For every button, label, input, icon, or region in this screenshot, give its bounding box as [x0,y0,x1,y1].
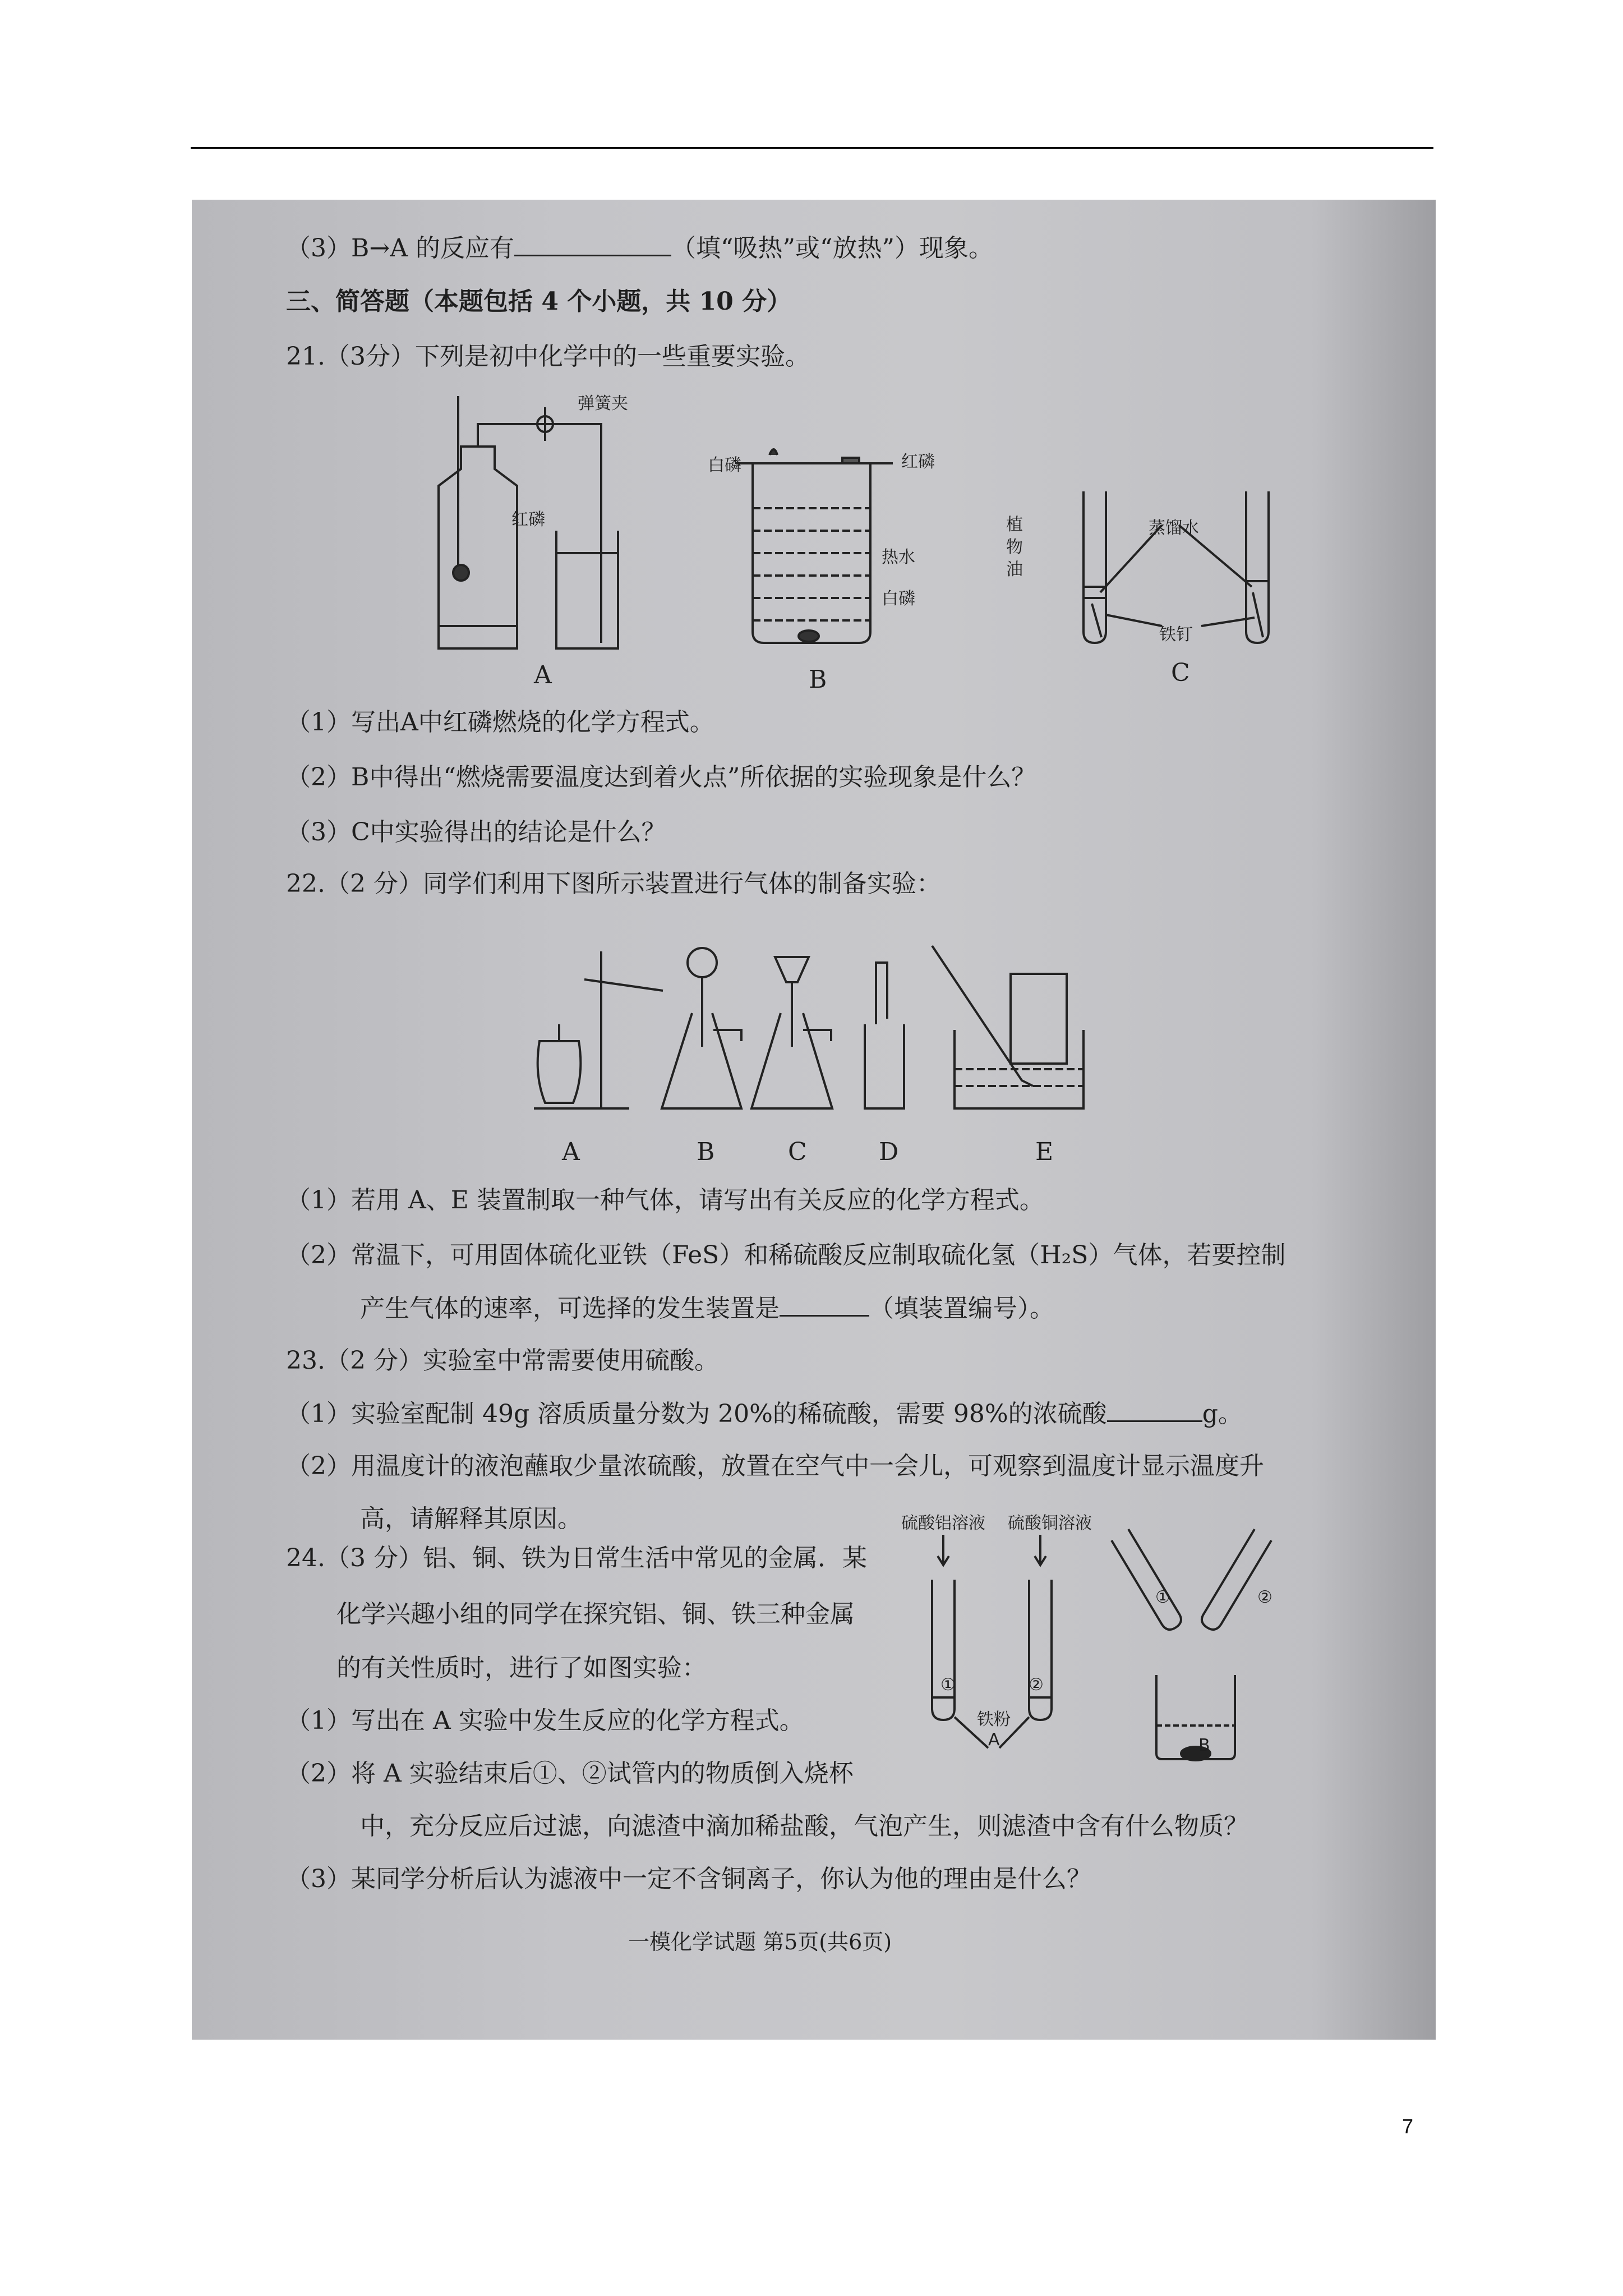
q22-label-c: C [788,1138,807,1166]
header-rule [191,147,1433,149]
label-red-phosphorus-a: 红磷 [511,510,545,530]
section-heading: 三、简答题（本题包括 4 个小题，共 10 分） [286,287,792,316]
q21-stem: 21.（3分）下列是初中化学中的一些重要实验。 [286,342,810,371]
q20-part3-suffix: （填“吸热”或“放热”）现象。 [671,234,993,263]
label-hot-water: 热水 [882,547,915,567]
q22-label-e: E [1035,1138,1054,1166]
q21-apparatus-a [416,385,708,677]
q21-label-b: B [809,665,827,694]
q24-line3: 的有关性质时，进行了如图实验： [336,1654,707,1682]
q24-part3: （3）某同学分析后认为滤液中一定不含铜离子，你认为他的理由是什么？ [286,1865,1091,1893]
answer-blank [514,232,671,256]
q23-part1 [286,1398,1243,1430]
label-white-phosphorus-bottom: 白磷 [882,589,915,609]
q24-line2: 化学兴趣小组的同学在探究铝、铜、铁三种金属 [336,1600,855,1628]
q22-part2-suffix: （填装置编号）。 [869,1294,1054,1323]
scanned-exam-page [192,200,1436,2040]
label-tube-2: ② [1029,1675,1044,1695]
label-red-phosphorus-b: 红磷 [901,452,935,472]
label-tube-1b: ① [1155,1588,1170,1607]
q21-part1: （1）写出A中红磷燃烧的化学方程式。 [286,708,714,737]
q22-label-b: B [697,1138,715,1166]
q22-part1: （1）若用 A、E 装置制取一种气体，请写出有关反应的化学方程式。 [286,1186,1044,1214]
q23-part2-line2: 高，请解释其原因。 [360,1504,582,1533]
page-footer: 一模化学试题 第5页(共6页) [628,1930,892,1954]
label-distilled-water: 蒸馏水 [1149,518,1199,538]
label-iron-powder: 铁粉 [977,1710,1011,1729]
q24-label-a: A [988,1730,1000,1750]
q22-stem: 22.（2 分）同学们利用下图所示装置进行气体的制备实验： [286,869,941,898]
q24-apparatus [898,1529,1280,1810]
q22-label-a: A [562,1138,580,1166]
q21-label-c: C [1171,659,1190,687]
label-tube-2b: ② [1257,1588,1272,1607]
q23-part2-line1: （2）用温度计的液泡蘸取少量浓硫酸，放置在空气中一会儿，可观察到温度计显示温度升 [286,1452,1264,1480]
label-copper-sulfate: 硫酸铜溶液 [1008,1513,1092,1533]
answer-blank [1107,1398,1202,1422]
q22-part2-line2 [360,1292,1054,1324]
q23-stem: 23.（2 分）实验室中常需要使用硫酸。 [286,1346,719,1375]
q21-part3: （3）C中实验得出的结论是什么？ [286,818,666,846]
q24-part1: （1）写出在 A 实验中发生反应的化学方程式。 [286,1706,804,1735]
q21-label-a: A [534,661,552,689]
q20-part3 [286,232,993,264]
q24-label-b: B [1198,1736,1210,1755]
q22-apparatus-row [517,940,1089,1131]
answer-blank [780,1292,869,1317]
page-number: 7 [1402,2115,1414,2138]
q22-part2-text: 产生气体的速率，可选择的发生装置是 [360,1294,780,1323]
q24-part2-line1: （2）将 A 实验结束后①、②试管内的物质倒入烧杯 [286,1759,854,1788]
label-spring-clip: 弹簧夹 [578,394,628,413]
label-vegetable-oil: 植 物 油 [1006,515,1023,579]
q23-part1-suffix: g。 [1202,1400,1243,1428]
q20-part3-text: （3）B→A 的反应有 [286,234,514,263]
q21-part2: （2）B中得出“燃烧需要温度达到着火点”所依据的实验现象是什么？ [286,763,1036,792]
label-iron-nail: 铁钉 [1159,625,1193,645]
label-aluminium-sulfate: 硫酸铝溶液 [901,1513,985,1533]
q24-part2-line2: 中，充分反应后过滤，向滤渣中滴加稀盐酸，气泡产生，则滤渣中含有什么物质？ [360,1812,1248,1841]
label-tube-1: ① [940,1675,956,1695]
q22-part2-line1: （2）常温下，可用固体硫化亚铁（FeS）和稀硫酸反应制取硫化氢（H₂S）气体，若要控制 [286,1241,1286,1269]
q23-part1-text: （1）实验室配制 49g 溶质质量分数为 20%的稀硫酸，需要 98%的浓硫酸 [286,1400,1107,1428]
q24-line1: 24.（3 分）铝、铜、铁为日常生活中常见的金属．某 [286,1544,867,1572]
label-white-phosphorus-top: 白磷 [708,455,741,475]
q22-label-d: D [879,1138,899,1166]
